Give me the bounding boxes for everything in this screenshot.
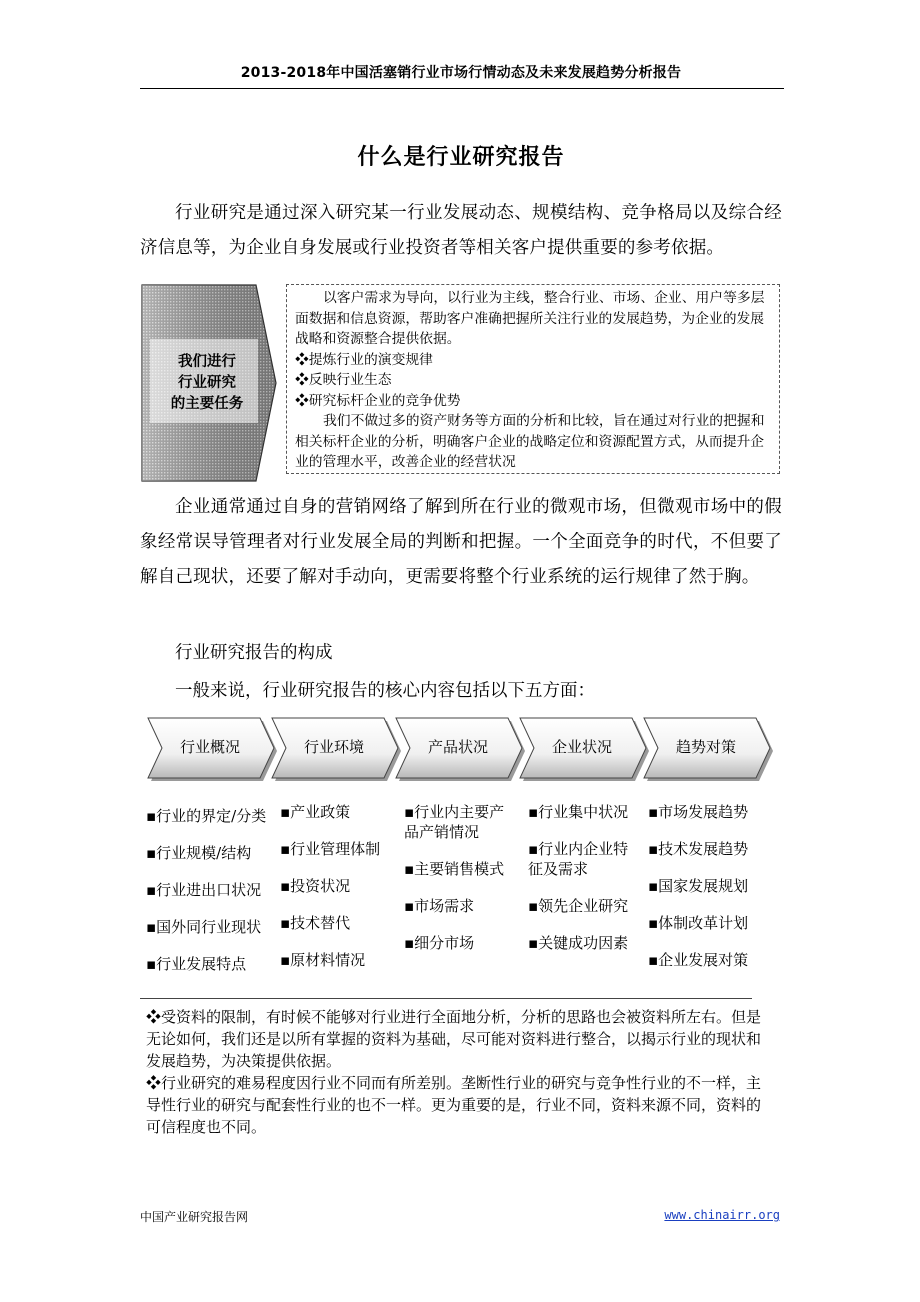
column-enterprise bbox=[528, 802, 636, 970]
list-item: ▪市场发展趋势 bbox=[648, 803, 749, 821]
column-title-environment: 行业环境 bbox=[303, 738, 364, 756]
composition-lead: 一般来说，行业研究报告的核心内容包括以下五方面： bbox=[175, 681, 595, 701]
list-item: ▪行业内主要产品产销情况 bbox=[404, 803, 505, 841]
notes-block bbox=[146, 1006, 766, 1138]
list-item: ▪行业管理体制 bbox=[280, 840, 381, 858]
list-item: ▪主要销售模式 bbox=[404, 860, 505, 878]
task-tail: 我们不做过多的资产财务等方面的分析和比较，旨在通过对行业的把握和相关标杆企业的分析，明确客户企业的战略定位和资源配置方式，从而提升企业的管理水平，改善企业的经营状况 bbox=[295, 413, 765, 470]
list-item: ▪国外同行业现状 bbox=[146, 918, 262, 936]
column-environment bbox=[280, 802, 396, 987]
task-label-line-3: 的主要任务 bbox=[170, 396, 244, 412]
list-item: ▪投资状况 bbox=[280, 877, 351, 895]
list-item: ▪技术替代 bbox=[280, 914, 351, 932]
list-item: ▪产业政策 bbox=[280, 803, 351, 821]
list-item: ▪领先企业研究 bbox=[528, 897, 629, 915]
header-rule bbox=[140, 88, 784, 89]
column-title-trend: 趋势对策 bbox=[675, 738, 736, 756]
task-description-box bbox=[286, 284, 780, 474]
composition-heading: 行业研究报告的构成 bbox=[175, 643, 333, 663]
column-trend bbox=[648, 802, 768, 987]
task-bullet-3: ❖研究标杆企业的竞争优势 bbox=[295, 392, 461, 409]
list-item: ▪体制改革计划 bbox=[648, 914, 749, 932]
list-item: ▪国家发展规划 bbox=[648, 877, 749, 895]
list-item: ▪行业进出口状况 bbox=[146, 881, 262, 899]
list-item: ▪行业规模/结构 bbox=[146, 844, 252, 862]
column-product bbox=[404, 802, 516, 970]
paragraph-market: 企业通常通过自身的营销网络了解到所在行业的微观市场，但微观市场中的假象经常误导管理者对行业发展全局的判断和把握。一个全面竞争的时代，不但要了解自己现状，还要了解对手动向，更需要将整个行业系统的运行规律了然于胸。 bbox=[140, 497, 782, 587]
task-lead: 以客户需求为导向，以行业为主线，整合行业、市场、企业、用户等多层面数据和信息资源，帮助客户准确把握所关注行业的发展趋势，为企业的发展战略和资源整合提供依据。 bbox=[295, 290, 765, 347]
notes-rule bbox=[140, 998, 752, 999]
task-bullet-2: ❖反映行业生态 bbox=[295, 372, 392, 388]
column-title-enterprise: 企业状况 bbox=[551, 738, 612, 756]
intro-paragraph: 行业研究是通过深入研究某一行业发展动态、规模结构、竞争格局以及综合经济信息等，为企业自身发展或行业投资者等相关客户提供重要的参考依据。 bbox=[140, 203, 782, 258]
task-bullet-1: ❖提炼行业的演变规律 bbox=[295, 351, 433, 368]
list-item: ▪行业内企业特征及需求 bbox=[528, 840, 629, 878]
column-overview bbox=[146, 806, 278, 991]
doc-title: 什么是行业研究报告 bbox=[357, 145, 565, 170]
note-1: ❖受资料的限制，有时候不能够对行业进行全面地分析，分析的思路也会被资料所左右。但是无论如何，我们还是以所有掌握的资料为基础，尽可能对资料进行整合，以揭示行业的现状和发展趋势，为决策提供依据。 bbox=[146, 1008, 762, 1070]
list-item: ▪行业集中状况 bbox=[528, 803, 629, 821]
list-item: ▪原材料情况 bbox=[280, 951, 366, 969]
footer-link[interactable]: www.chinairr.org bbox=[664, 1208, 780, 1222]
list-item: ▪关键成功因素 bbox=[528, 934, 629, 952]
task-label-line-1: 我们进行 bbox=[178, 354, 236, 370]
footer-site-name: 中国产业研究报告网 bbox=[140, 1210, 249, 1224]
task-label-line-2: 行业研究 bbox=[178, 375, 236, 391]
column-title-overview: 行业概况 bbox=[179, 738, 240, 756]
list-item: ▪细分市场 bbox=[404, 934, 475, 952]
page-header: 2013-2018年中国活塞销行业市场行情动态及未来发展趋势分析报告 bbox=[240, 65, 682, 81]
note-2: ❖行业研究的难易程度因行业不同而有所差别。垄断性行业的研究与竞争性行业的不一样，主导性行业的研究与配套性行业的也不一样。更为重要的是，行业不同，资料来源不同，资料的可信程度也不同。 bbox=[146, 1074, 762, 1136]
list-item: ▪行业发展特点 bbox=[146, 955, 247, 973]
list-item: ▪技术发展趋势 bbox=[648, 840, 749, 858]
list-item: ▪市场需求 bbox=[404, 897, 475, 915]
list-item: ▪行业的界定/分类 bbox=[146, 807, 267, 825]
task-arrow-label bbox=[148, 352, 266, 415]
column-title-product: 产品状况 bbox=[427, 738, 488, 756]
list-item: ▪企业发展对策 bbox=[648, 951, 749, 969]
